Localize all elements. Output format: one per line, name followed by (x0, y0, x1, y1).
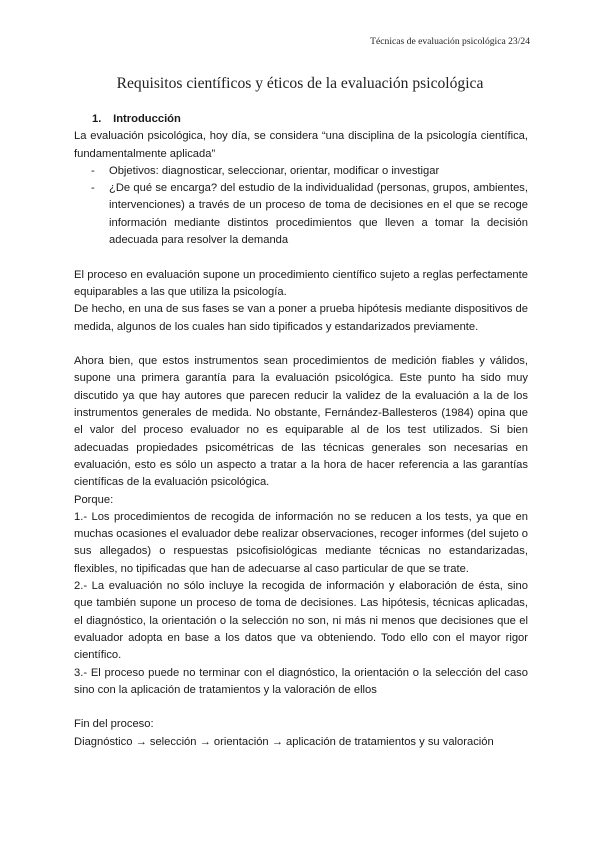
spacer (74, 249, 528, 266)
end-label: Fin del proceso: (74, 718, 154, 731)
section-heading (92, 111, 528, 128)
bullet-item (74, 163, 528, 180)
paragraph: Ahora bien, que estos instrumentos sean procedimientos de medición fiables y válidos, supone una primera garantía para la evaluación psicológica. Este punto ha sido muy discutido ya que hay autores que parecen reducir la validez de la evaluación a la de los instrumentos generales de medida. No obstante, Fernández-Ballesteros (1984) opina que el valor del proceso evaluador no es equiparable al de los test utilizados. Si bien adecuadas propiedades psicométricas de las técnicas generales son necesarias en evaluación, esto es sólo un aspecto a tratar a la hora de hacer referencia a las garantías científicas de la evaluación psicológica. (74, 355, 528, 489)
reason-item: 1.- Los procedimientos de recogida de información no se reducen a los tests, ya que en muchas ocasiones el evaluador debe realizar observaciones, recoger informes (del sujeto o sus allegados) o respuestas psicofisiológicas mediante técnicas no estandarizadas, flexibles, no tipificadas que han de adecuarse al caso particular de que se trate. (74, 510, 528, 575)
section-number: 1. (92, 113, 102, 125)
intro-paragraph: La evaluación psicológica, hoy día, se considera “una disciplina de la psicología científica, fundamentalmente aplicada” (74, 130, 528, 160)
spacer (74, 336, 528, 353)
reason-item: 3.- El proceso puede no terminar con el diagnóstico, la orientación o la selección del caso sino con la aplicación de tratamientos y la valoración de ellos (74, 666, 528, 696)
porque-label: Porque: (74, 493, 114, 506)
document-title: Requisitos científicos y éticos de la evaluación psicológica (116, 75, 484, 92)
reason-item: 2.- La evaluación no sólo incluye la recogida de información y elaboración de ésta, sino que también supone un proceso de toma de decisiones. Las hipótesis, técnicas aplicadas, el diagnóstico, la orientación o la selección no son, ni más ni menos que decisiones que el evaluador adopta en base a los datos que va obteniendo. Todo ello con el mayor rigor científico. (74, 580, 528, 662)
bullet-item (74, 180, 528, 249)
paragraph: De hecho, en una de sus fases se van a poner a prueba hipótesis mediante dispositivos de medida, algunos de los cuales han sido tipificados y estandarizados previamente. (74, 303, 528, 333)
running-header: Técnicas de evaluación psicológica 23/24 (370, 36, 530, 47)
bullet-list (74, 163, 528, 249)
dash-bullet-icon: - (91, 164, 95, 177)
document-body (74, 111, 528, 751)
dash-bullet-icon: - (91, 182, 95, 195)
end-flow: Diagnóstico → selección → orientación → aplicación de tratamientos y su valoración (74, 735, 494, 748)
spacer (74, 699, 528, 716)
bullet-text: ¿De qué se encarga? del estudio de la individualidad (personas, grupos, ambientes, intervenciones) a través de un proceso de toma de decisiones en el que se recoge información mediante distintos procedimientos que lleven a tomar la decisión adecuada para resolver la demanda (109, 182, 528, 247)
bullet-text: Objetivos: diagnosticar, seleccionar, orientar, modificar o investigar (109, 164, 440, 177)
section-title: Introducción (113, 113, 181, 125)
paragraph: El proceso en evaluación supone un procedimiento científico sujeto a reglas perfectamente equiparables a las que utiliza la psicología. (74, 268, 528, 298)
